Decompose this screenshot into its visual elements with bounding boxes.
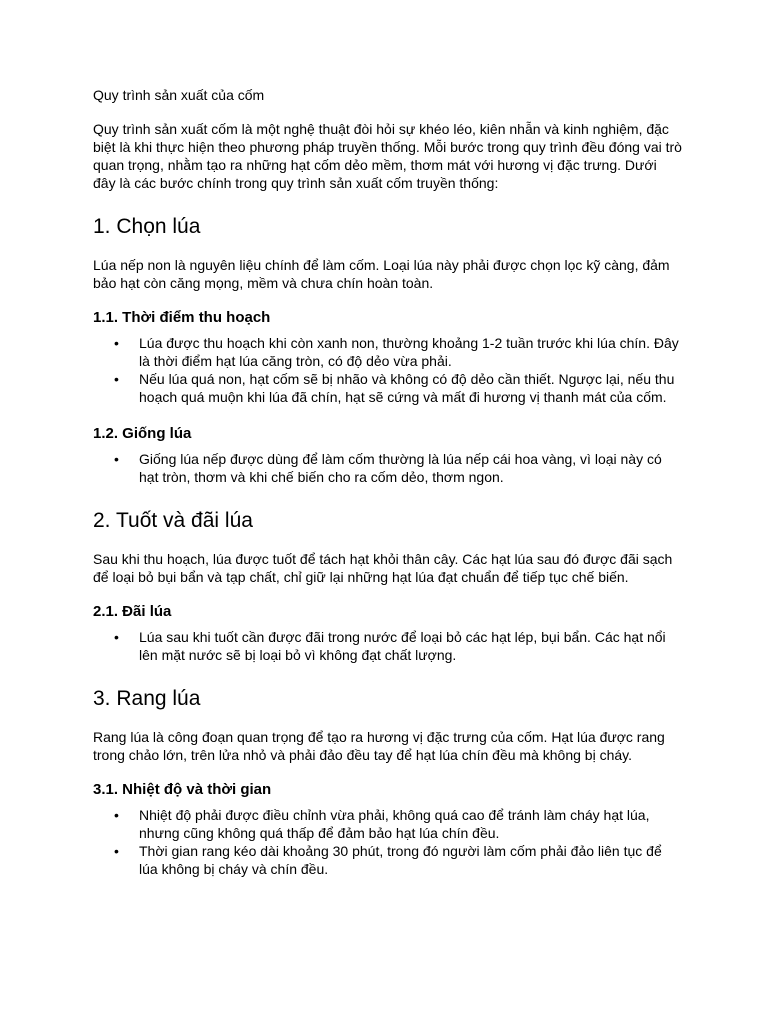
list-item: • Nếu lúa quá non, hạt cốm sẽ bị nhão và không có độ dẻo cần thiết. Ngược lại, nếu thu hoạch quá muộn khi lúa đã chín, hạt sẽ cứng và mất đi hương vị thanh mát của cốm.	[93, 370, 683, 406]
list-item: • Giống lúa nếp được dùng để làm cốm thường là lúa nếp cái hoa vàng, vì loại này có hạt tròn, thơm và khi chế biến cho ra cốm dẻo, thơm ngon.	[93, 450, 683, 486]
section-paragraph: Lúa nếp non là nguyên liệu chính để làm cốm. Loại lúa này phải được chọn lọc kỹ càng, đảm bảo hạt còn căng mọng, mềm và chưa chín hoàn toàn.	[93, 257, 670, 291]
subsection-heading: 3.1. Nhiệt độ và thời gian	[93, 781, 272, 798]
document-title: Quy trình sản xuất của cốm	[93, 87, 265, 103]
list-item: • Thời gian rang kéo dài khoảng 30 phút, trong đó người làm cốm phải đảo liên tục để lúa không bị cháy và chín đều.	[93, 842, 683, 878]
document-page	[93, 86, 683, 878]
bullet-list	[93, 806, 683, 878]
list-item: • Nhiệt độ phải được điều chỉnh vừa phải, không quá cao để tránh làm cháy hạt lúa, nhưng cũng không quá thấp để đảm bảo hạt lúa chín đều.	[93, 806, 683, 842]
list-item: • Lúa được thu hoạch khi còn xanh non, thường khoảng 1-2 tuần trước khi lúa chín. Đây là thời điểm hạt lúa căng tròn, có độ dẻo vừa phải.	[93, 334, 683, 370]
section-paragraph: Rang lúa là công đoạn quan trọng để tạo ra hương vị đặc trưng của cốm. Hạt lúa được rang trong chảo lớn, trên lửa nhỏ và phải đảo đều tay để hạt lúa chín đều mà không bị cháy.	[93, 729, 665, 763]
bullet-list	[93, 628, 683, 664]
intro-paragraph: Quy trình sản xuất cốm là một nghệ thuật đòi hỏi sự khéo léo, kiên nhẫn và kinh nghiệm, đặc biệt là khi thực hiện theo phương pháp truyền thống. Mỗi bước trong quy trình đều đóng vai trò quan trọng, nhằm tạo ra những hạt cốm dẻo mềm, thơm mát với hương vị đặc trưng. Dưới đây là các bước chính trong quy trình sản xuất cốm truyền thống:	[93, 121, 682, 191]
section-heading: 2. Tuốt và đãi lúa	[93, 509, 253, 532]
subsection-heading: 1.2. Giống lúa	[93, 425, 192, 442]
section-heading: 3. Rang lúa	[93, 687, 201, 710]
subsection-heading: 2.1. Đãi lúa	[93, 603, 172, 620]
list-item: • Lúa sau khi tuốt cần được đãi trong nước để loại bỏ các hạt lép, bụi bẩn. Các hạt nổi lên mặt nước sẽ bị loại bỏ vì không đạt chất lượng.	[93, 628, 683, 664]
bullet-list	[93, 450, 683, 486]
section-paragraph: Sau khi thu hoạch, lúa được tuốt để tách hạt khỏi thân cây. Các hạt lúa sau đó được đãi sạch để loại bỏ bụi bẩn và tạp chất, chỉ giữ lại những hạt lúa đạt chuẩn để tiếp tục chế biến.	[93, 551, 673, 585]
subsection-heading: 1.1. Thời điểm thu hoạch	[93, 309, 271, 326]
bullet-list	[93, 334, 683, 406]
section-heading: 1. Chọn lúa	[93, 215, 201, 238]
